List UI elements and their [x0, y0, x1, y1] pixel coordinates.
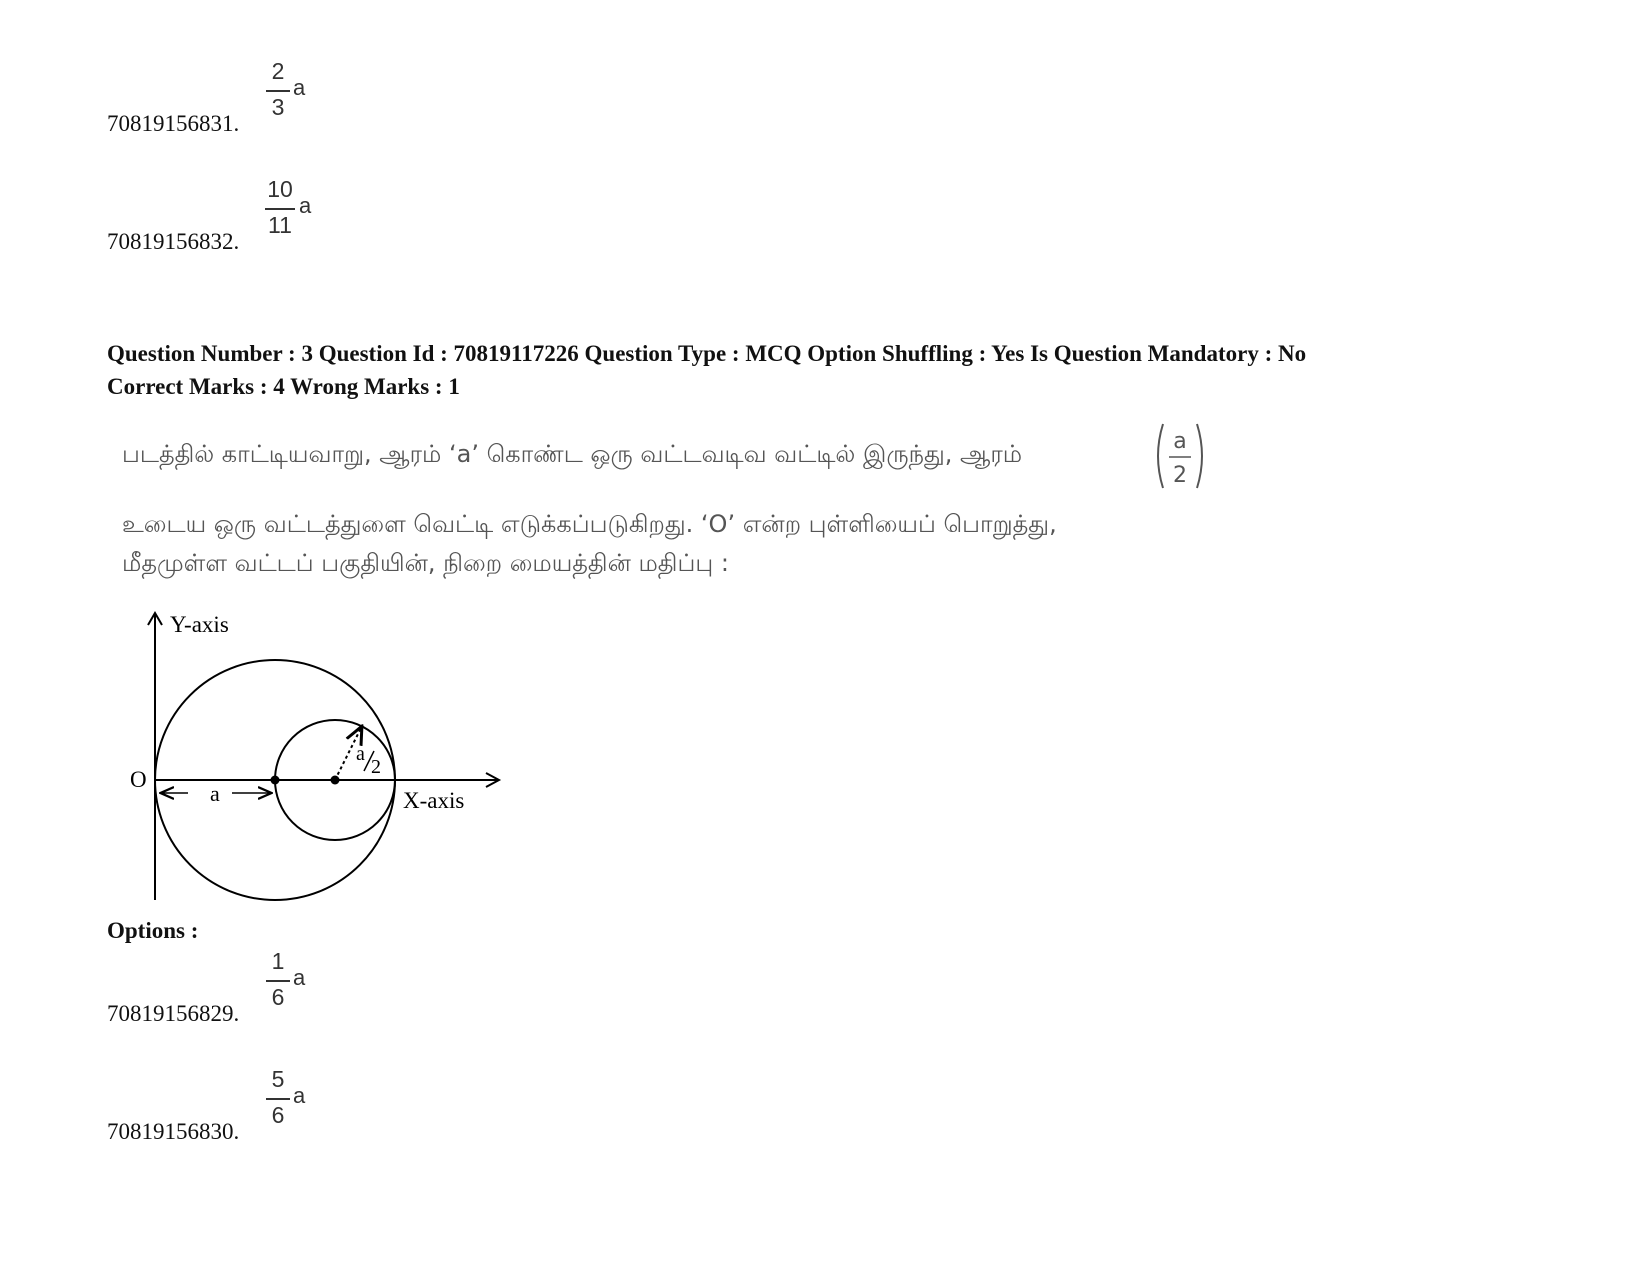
option-70819156830[interactable]	[107, 1063, 507, 1143]
fraction-denominator: 6	[271, 1102, 285, 1128]
fraction-numerator: 1	[271, 948, 285, 974]
distance-label: a	[210, 781, 220, 806]
option-fraction	[263, 945, 323, 1015]
x-axis-label: X-axis	[403, 788, 465, 813]
fraction-bar	[266, 980, 290, 982]
option-fraction	[263, 55, 323, 125]
fraction-bar	[265, 208, 295, 210]
option-fraction	[263, 173, 323, 243]
circle-diagram	[120, 605, 510, 905]
question-meta-line2: Correct Marks : 4 Wrong Marks : 1	[107, 374, 460, 399]
radius-fraction-numerator: a	[1173, 429, 1187, 454]
option-id: 70819156829.	[107, 1001, 240, 1026]
fraction-denominator: 6	[271, 984, 285, 1010]
fraction-variable: a	[299, 193, 312, 218]
fraction-bar	[266, 1098, 290, 1100]
fraction-denominator: 3	[271, 94, 285, 120]
y-axis-label: Y-axis	[170, 612, 229, 637]
options-label: Options :	[107, 918, 199, 943]
center-large-point	[271, 776, 280, 785]
fraction-bar	[266, 90, 290, 92]
question-meta-line1: Question Number : 3 Question Id : 70819117226 Question Type : MCQ Option Shuffling : Yes Is Question Mandatory : No	[107, 341, 1307, 366]
option-70819156829[interactable]	[107, 945, 507, 1025]
radius-fraction	[1153, 420, 1207, 492]
option-fraction	[263, 1063, 323, 1133]
fraction-numerator: 2	[271, 58, 285, 84]
question-text-line1: படத்தில் காட்டியவாறு, ஆரம் ‘a’ கொண்ட ஒரு வட்டவடிவ வட்டில் இருந்து, ஆரம்	[122, 440, 1023, 468]
option-id: 70819156830.	[107, 1119, 240, 1144]
fraction-variable: a	[293, 1083, 306, 1108]
question-text-line3: மீதமுள்ள வட்டப் பகுதியின், நிறை மையத்தின் மதிப்பு :	[122, 549, 729, 577]
fraction-variable: a	[293, 75, 306, 100]
option-70819156832[interactable]	[107, 173, 507, 253]
radius-label-num: a	[356, 743, 365, 765]
fraction-numerator: 10	[267, 176, 293, 202]
option-id: 70819156831.	[107, 111, 240, 136]
option-70819156831[interactable]	[107, 55, 507, 135]
fraction-numerator: 5	[271, 1066, 285, 1092]
origin-label: O	[130, 767, 147, 792]
question-text-line2: உடைய ஒரு வட்டத்துளை வெட்டி எடுக்கப்படுகிறது. ‘O’ என்ற புள்ளியைப் பொறுத்து,	[122, 510, 1057, 538]
radius-fraction-denominator: 2	[1173, 463, 1187, 488]
option-id: 70819156832.	[107, 229, 240, 254]
fraction-variable: a	[293, 965, 306, 990]
radius-label-den: 2	[371, 756, 381, 778]
fraction-denominator: 11	[268, 212, 292, 238]
